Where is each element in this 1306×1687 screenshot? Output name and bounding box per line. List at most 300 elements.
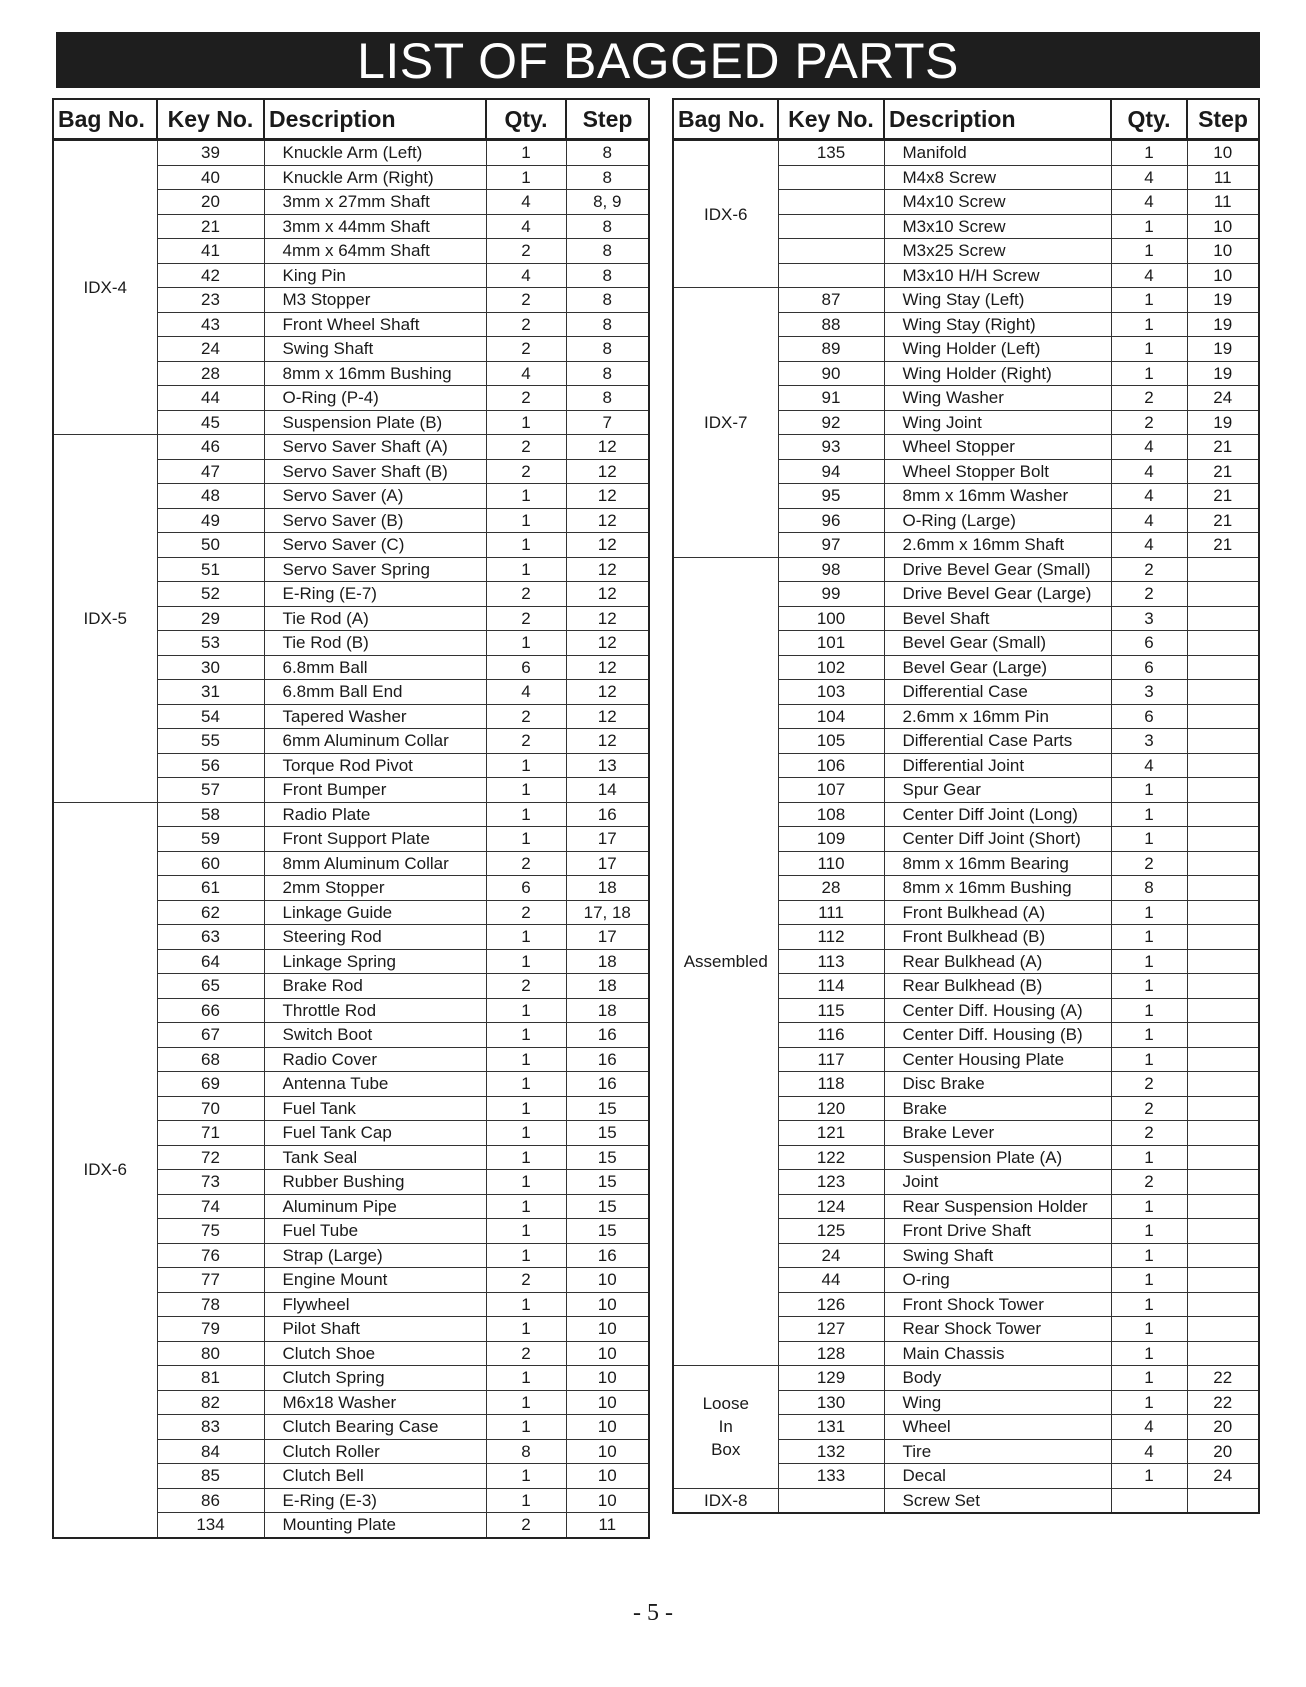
quantity-cell: 1 xyxy=(1111,1341,1187,1366)
step-cell: 12 xyxy=(566,435,649,460)
quantity-cell: 2 xyxy=(486,312,566,337)
description-cell: O-ring xyxy=(884,1268,1111,1293)
description-cell: 3mm x 27mm Shaft xyxy=(264,190,486,215)
step-cell: 15 xyxy=(566,1145,649,1170)
table-row xyxy=(673,557,1259,582)
description-cell: M4x8 Screw xyxy=(884,165,1111,190)
description-cell: Knuckle Arm (Right) xyxy=(264,165,486,190)
table-row xyxy=(673,1488,1259,1513)
step-cell: 19 xyxy=(1187,337,1259,362)
description-cell: Clutch Spring xyxy=(264,1366,486,1391)
quantity-cell: 1 xyxy=(486,1096,566,1121)
key-number-cell: 51 xyxy=(157,557,264,582)
key-number-cell: 64 xyxy=(157,949,264,974)
header-qty: Qty. xyxy=(1111,99,1187,140)
step-cell: 21 xyxy=(1187,435,1259,460)
quantity-cell: 2 xyxy=(486,386,566,411)
description-cell: Wheel xyxy=(884,1415,1111,1440)
description-cell: 6.8mm Ball xyxy=(264,655,486,680)
description-cell: M4x10 Screw xyxy=(884,190,1111,215)
quantity-cell: 4 xyxy=(1111,190,1187,215)
key-number-cell: 21 xyxy=(157,214,264,239)
key-number-cell: 135 xyxy=(778,140,884,166)
page-title: LIST OF BAGGED PARTS xyxy=(56,32,1260,88)
description-cell: Wheel Stopper Bolt xyxy=(884,459,1111,484)
quantity-cell: 1 xyxy=(486,925,566,950)
step-cell: 7 xyxy=(566,410,649,435)
quantity-cell: 2 xyxy=(1111,1121,1187,1146)
step-cell xyxy=(1187,802,1259,827)
key-number-cell: 66 xyxy=(157,998,264,1023)
step-cell: 18 xyxy=(566,974,649,999)
step-cell xyxy=(1187,1292,1259,1317)
description-cell: O-Ring (P-4) xyxy=(264,386,486,411)
quantity-cell: 1 xyxy=(486,1047,566,1072)
table-row xyxy=(53,802,649,827)
description-cell: Bevel Gear (Large) xyxy=(884,655,1111,680)
step-cell: 12 xyxy=(566,484,649,509)
description-cell: 6mm Aluminum Collar xyxy=(264,729,486,754)
description-cell: Wheel Stopper xyxy=(884,435,1111,460)
description-cell: M6x18 Washer xyxy=(264,1390,486,1415)
key-number-cell xyxy=(778,214,884,239)
key-number-cell: 92 xyxy=(778,410,884,435)
step-cell xyxy=(1187,1121,1259,1146)
step-cell: 8 xyxy=(566,140,649,166)
step-cell: 8 xyxy=(566,214,649,239)
step-cell: 17 xyxy=(566,827,649,852)
key-number-cell: 70 xyxy=(157,1096,264,1121)
key-number-cell: 54 xyxy=(157,704,264,729)
description-cell: Wing Holder (Right) xyxy=(884,361,1111,386)
quantity-cell: 1 xyxy=(486,778,566,803)
description-cell: Clutch Bearing Case xyxy=(264,1415,486,1440)
step-cell: 19 xyxy=(1187,288,1259,313)
step-cell: 10 xyxy=(566,1341,649,1366)
quantity-cell: 1 xyxy=(1111,1219,1187,1244)
step-cell: 10 xyxy=(1187,214,1259,239)
description-cell: Servo Saver Shaft (B) xyxy=(264,459,486,484)
description-cell: King Pin xyxy=(264,263,486,288)
key-number-cell: 28 xyxy=(157,361,264,386)
description-cell: Servo Saver Shaft (A) xyxy=(264,435,486,460)
description-cell: Manifold xyxy=(884,140,1111,166)
description-cell: Switch Boot xyxy=(264,1023,486,1048)
quantity-cell: 1 xyxy=(1111,239,1187,264)
key-number-cell: 116 xyxy=(778,1023,884,1048)
quantity-cell: 4 xyxy=(1111,459,1187,484)
quantity-cell: 1 xyxy=(486,557,566,582)
step-cell: 10 xyxy=(1187,140,1259,166)
key-number-cell: 29 xyxy=(157,606,264,631)
quantity-cell: 2 xyxy=(486,239,566,264)
description-cell: Front Drive Shaft xyxy=(884,1219,1111,1244)
quantity-cell: 1 xyxy=(486,1488,566,1513)
step-cell: 15 xyxy=(566,1096,649,1121)
quantity-cell: 6 xyxy=(486,655,566,680)
key-number-cell: 123 xyxy=(778,1170,884,1195)
header-description: Description xyxy=(264,99,486,140)
quantity-cell: 2 xyxy=(486,288,566,313)
description-cell: Clutch Shoe xyxy=(264,1341,486,1366)
key-number-cell: 106 xyxy=(778,753,884,778)
step-cell xyxy=(1187,1170,1259,1195)
description-cell: Front Support Plate xyxy=(264,827,486,852)
key-number-cell: 67 xyxy=(157,1023,264,1048)
key-number-cell: 90 xyxy=(778,361,884,386)
quantity-cell: 2 xyxy=(486,729,566,754)
key-number-cell: 107 xyxy=(778,778,884,803)
quantity-cell: 1 xyxy=(1111,827,1187,852)
step-cell: 8 xyxy=(566,288,649,313)
step-cell: 15 xyxy=(566,1219,649,1244)
bag-number-cell: Assembled xyxy=(673,557,778,1366)
step-cell xyxy=(1187,1194,1259,1219)
description-cell: Decal xyxy=(884,1464,1111,1489)
header-key-no: Key No. xyxy=(778,99,884,140)
step-cell xyxy=(1187,606,1259,631)
key-number-cell: 44 xyxy=(778,1268,884,1293)
key-number-cell: 103 xyxy=(778,680,884,705)
description-cell: M3 Stopper xyxy=(264,288,486,313)
description-cell: Servo Saver (B) xyxy=(264,508,486,533)
description-cell: Radio Cover xyxy=(264,1047,486,1072)
step-cell: 8 xyxy=(566,312,649,337)
description-cell: Front Shock Tower xyxy=(884,1292,1111,1317)
step-cell: 17 xyxy=(566,925,649,950)
description-cell: 8mm x 16mm Bearing xyxy=(884,851,1111,876)
key-number-cell: 86 xyxy=(157,1488,264,1513)
quantity-cell: 3 xyxy=(1111,729,1187,754)
description-cell: Wing Joint xyxy=(884,410,1111,435)
key-number-cell: 73 xyxy=(157,1170,264,1195)
step-cell: 10 xyxy=(566,1292,649,1317)
description-cell: Rubber Bushing xyxy=(264,1170,486,1195)
table-header-row xyxy=(673,99,1259,140)
key-number-cell: 40 xyxy=(157,165,264,190)
description-cell: Fuel Tank xyxy=(264,1096,486,1121)
key-number-cell xyxy=(778,263,884,288)
key-number-cell xyxy=(778,190,884,215)
step-cell: 12 xyxy=(566,729,649,754)
parts-table-body xyxy=(53,140,649,1538)
description-cell: 8mm x 16mm Bushing xyxy=(264,361,486,386)
key-number-cell: 120 xyxy=(778,1096,884,1121)
quantity-cell: 1 xyxy=(1111,1366,1187,1391)
key-number-cell: 24 xyxy=(778,1243,884,1268)
step-cell: 10 xyxy=(566,1415,649,1440)
quantity-cell: 1 xyxy=(1111,900,1187,925)
description-cell: Linkage Guide xyxy=(264,900,486,925)
step-cell xyxy=(1187,631,1259,656)
description-cell: Rear Bulkhead (B) xyxy=(884,974,1111,999)
bag-number-line: Loose xyxy=(702,1394,749,1414)
description-cell: Drive Bevel Gear (Small) xyxy=(884,557,1111,582)
quantity-cell: 4 xyxy=(1111,165,1187,190)
header-step: Step xyxy=(1187,99,1259,140)
key-number-cell: 117 xyxy=(778,1047,884,1072)
step-cell: 8 xyxy=(566,239,649,264)
quantity-cell: 1 xyxy=(486,484,566,509)
page-number: - 5 - xyxy=(633,1600,673,1626)
key-number-cell: 87 xyxy=(778,288,884,313)
step-cell xyxy=(1187,1488,1259,1513)
quantity-cell: 2 xyxy=(486,900,566,925)
step-cell: 17 xyxy=(566,851,649,876)
quantity-cell: 1 xyxy=(1111,288,1187,313)
key-number-cell: 43 xyxy=(157,312,264,337)
quantity-cell: 4 xyxy=(486,214,566,239)
description-cell: Front Bulkhead (A) xyxy=(884,900,1111,925)
step-cell: 10 xyxy=(1187,263,1259,288)
bag-number-cell: IDX-7 xyxy=(673,288,778,558)
quantity-cell: 2 xyxy=(1111,1096,1187,1121)
key-number-cell: 101 xyxy=(778,631,884,656)
description-cell: Mounting Plate xyxy=(264,1513,486,1538)
description-cell: Rear Suspension Holder xyxy=(884,1194,1111,1219)
description-cell: Bevel Shaft xyxy=(884,606,1111,631)
key-number-cell: 114 xyxy=(778,974,884,999)
key-number-cell: 72 xyxy=(157,1145,264,1170)
step-cell: 15 xyxy=(566,1194,649,1219)
table-row xyxy=(673,1366,1259,1391)
key-number-cell: 39 xyxy=(157,140,264,166)
header-step: Step xyxy=(566,99,649,140)
step-cell: 21 xyxy=(1187,459,1259,484)
description-cell: Wing xyxy=(884,1390,1111,1415)
quantity-cell: 2 xyxy=(1111,1072,1187,1097)
key-number-cell: 98 xyxy=(778,557,884,582)
key-number-cell: 97 xyxy=(778,533,884,558)
key-number-cell: 124 xyxy=(778,1194,884,1219)
description-cell: Knuckle Arm (Left) xyxy=(264,140,486,166)
description-cell: Suspension Plate (B) xyxy=(264,410,486,435)
step-cell xyxy=(1187,851,1259,876)
quantity-cell: 2 xyxy=(486,851,566,876)
description-cell: Throttle Rod xyxy=(264,998,486,1023)
key-number-cell xyxy=(778,165,884,190)
description-cell: Engine Mount xyxy=(264,1268,486,1293)
quantity-cell: 1 xyxy=(1111,337,1187,362)
description-cell: Brake Rod xyxy=(264,974,486,999)
key-number-cell: 91 xyxy=(778,386,884,411)
description-cell: Rear Shock Tower xyxy=(884,1317,1111,1342)
key-number-cell: 81 xyxy=(157,1366,264,1391)
step-cell xyxy=(1187,1145,1259,1170)
parts-table-left xyxy=(52,98,650,1539)
step-cell: 16 xyxy=(566,1243,649,1268)
quantity-cell: 1 xyxy=(486,1170,566,1195)
description-cell: Center Diff Joint (Long) xyxy=(884,802,1111,827)
step-cell: 24 xyxy=(1187,386,1259,411)
header-bag-no: Bag No. xyxy=(673,99,778,140)
step-cell: 12 xyxy=(566,704,649,729)
description-cell: 2.6mm x 16mm Shaft xyxy=(884,533,1111,558)
description-cell: Front Wheel Shaft xyxy=(264,312,486,337)
quantity-cell: 1 xyxy=(486,753,566,778)
key-number-cell: 50 xyxy=(157,533,264,558)
quantity-cell: 1 xyxy=(1111,1243,1187,1268)
description-cell: M3x25 Screw xyxy=(884,239,1111,264)
description-cell: 2.6mm x 16mm Pin xyxy=(884,704,1111,729)
quantity-cell: 2 xyxy=(486,459,566,484)
key-number-cell: 134 xyxy=(157,1513,264,1538)
quantity-cell: 1 xyxy=(486,508,566,533)
step-cell xyxy=(1187,925,1259,950)
bag-number-cell: IDX-4 xyxy=(53,140,157,435)
step-cell xyxy=(1187,1072,1259,1097)
key-number-cell: 126 xyxy=(778,1292,884,1317)
description-cell: Center Diff. Housing (B) xyxy=(884,1023,1111,1048)
quantity-cell: 2 xyxy=(486,1341,566,1366)
description-cell: Spur Gear xyxy=(884,778,1111,803)
quantity-cell: 2 xyxy=(486,1268,566,1293)
step-cell: 11 xyxy=(1187,190,1259,215)
description-cell: Disc Brake xyxy=(884,1072,1111,1097)
quantity-cell xyxy=(1111,1488,1187,1513)
step-cell: 18 xyxy=(566,876,649,901)
description-cell: Brake xyxy=(884,1096,1111,1121)
key-number-cell: 95 xyxy=(778,484,884,509)
key-number-cell: 47 xyxy=(157,459,264,484)
step-cell: 20 xyxy=(1187,1439,1259,1464)
quantity-cell: 4 xyxy=(486,680,566,705)
quantity-cell: 1 xyxy=(486,1366,566,1391)
step-cell: 21 xyxy=(1187,508,1259,533)
step-cell: 10 xyxy=(566,1268,649,1293)
key-number-cell: 129 xyxy=(778,1366,884,1391)
step-cell: 16 xyxy=(566,1072,649,1097)
quantity-cell: 1 xyxy=(1111,1047,1187,1072)
step-cell: 8 xyxy=(566,337,649,362)
description-cell: Differential Case Parts xyxy=(884,729,1111,754)
step-cell xyxy=(1187,729,1259,754)
key-number-cell: 63 xyxy=(157,925,264,950)
step-cell: 19 xyxy=(1187,410,1259,435)
description-cell: Differential Case xyxy=(884,680,1111,705)
bag-number-cell: IDX-5 xyxy=(53,435,157,803)
quantity-cell: 1 xyxy=(486,1023,566,1048)
key-number-cell: 131 xyxy=(778,1415,884,1440)
quantity-cell: 6 xyxy=(1111,631,1187,656)
step-cell: 10 xyxy=(566,1439,649,1464)
step-cell: 12 xyxy=(566,606,649,631)
key-number-cell: 49 xyxy=(157,508,264,533)
quantity-cell: 8 xyxy=(1111,876,1187,901)
step-cell xyxy=(1187,1268,1259,1293)
step-cell xyxy=(1187,557,1259,582)
description-cell: E-Ring (E-3) xyxy=(264,1488,486,1513)
description-cell: Suspension Plate (A) xyxy=(884,1145,1111,1170)
key-number-cell: 89 xyxy=(778,337,884,362)
step-cell xyxy=(1187,998,1259,1023)
key-number-cell: 122 xyxy=(778,1145,884,1170)
key-number-cell: 77 xyxy=(157,1268,264,1293)
step-cell xyxy=(1187,974,1259,999)
step-cell: 8 xyxy=(566,361,649,386)
description-cell: Fuel Tube xyxy=(264,1219,486,1244)
description-cell: 2mm Stopper xyxy=(264,876,486,901)
description-cell: Tire xyxy=(884,1439,1111,1464)
description-cell: Center Diff Joint (Short) xyxy=(884,827,1111,852)
key-number-cell: 65 xyxy=(157,974,264,999)
description-cell: Wing Washer xyxy=(884,386,1111,411)
quantity-cell: 2 xyxy=(486,435,566,460)
header-bag-no: Bag No. xyxy=(53,99,157,140)
step-cell: 15 xyxy=(566,1121,649,1146)
step-cell: 8 xyxy=(566,386,649,411)
step-cell xyxy=(1187,680,1259,705)
key-number-cell xyxy=(778,1488,884,1513)
table-row xyxy=(53,140,649,166)
step-cell xyxy=(1187,704,1259,729)
quantity-cell: 4 xyxy=(1111,484,1187,509)
key-number-cell: 30 xyxy=(157,655,264,680)
key-number-cell: 125 xyxy=(778,1219,884,1244)
step-cell: 12 xyxy=(566,631,649,656)
step-cell xyxy=(1187,900,1259,925)
quantity-cell: 1 xyxy=(486,1390,566,1415)
description-cell: Differential Joint xyxy=(884,753,1111,778)
step-cell: 11 xyxy=(1187,165,1259,190)
key-number-cell: 42 xyxy=(157,263,264,288)
key-number-cell: 130 xyxy=(778,1390,884,1415)
key-number-cell: 78 xyxy=(157,1292,264,1317)
description-cell: Front Bumper xyxy=(264,778,486,803)
description-cell: Servo Saver (A) xyxy=(264,484,486,509)
description-cell: Rear Bulkhead (A) xyxy=(884,949,1111,974)
key-number-cell: 74 xyxy=(157,1194,264,1219)
key-number-cell: 24 xyxy=(157,337,264,362)
step-cell: 11 xyxy=(566,1513,649,1538)
description-cell: Wing Holder (Left) xyxy=(884,337,1111,362)
step-cell: 10 xyxy=(566,1464,649,1489)
key-number-cell: 76 xyxy=(157,1243,264,1268)
description-cell: O-Ring (Large) xyxy=(884,508,1111,533)
quantity-cell: 1 xyxy=(486,1317,566,1342)
step-cell: 8 xyxy=(566,263,649,288)
key-number-cell: 56 xyxy=(157,753,264,778)
quantity-cell: 2 xyxy=(486,974,566,999)
quantity-cell: 4 xyxy=(1111,533,1187,558)
quantity-cell: 4 xyxy=(486,361,566,386)
quantity-cell: 2 xyxy=(1111,410,1187,435)
step-cell: 16 xyxy=(566,1023,649,1048)
quantity-cell: 2 xyxy=(486,606,566,631)
key-number-cell: 132 xyxy=(778,1439,884,1464)
key-number-cell: 44 xyxy=(157,386,264,411)
description-cell: Tie Rod (B) xyxy=(264,631,486,656)
quantity-cell: 2 xyxy=(486,1513,566,1538)
step-cell: 16 xyxy=(566,1047,649,1072)
quantity-cell: 1 xyxy=(486,140,566,166)
key-number-cell: 128 xyxy=(778,1341,884,1366)
description-cell: M3x10 Screw xyxy=(884,214,1111,239)
description-cell: 3mm x 44mm Shaft xyxy=(264,214,486,239)
key-number-cell: 31 xyxy=(157,680,264,705)
quantity-cell: 1 xyxy=(486,1072,566,1097)
description-cell: Wing Stay (Left) xyxy=(884,288,1111,313)
description-cell: Strap (Large) xyxy=(264,1243,486,1268)
step-cell: 18 xyxy=(566,949,649,974)
table-row xyxy=(53,435,649,460)
step-cell xyxy=(1187,582,1259,607)
description-cell: Flywheel xyxy=(264,1292,486,1317)
quantity-cell: 1 xyxy=(486,949,566,974)
header-description: Description xyxy=(884,99,1111,140)
description-cell: Body xyxy=(884,1366,1111,1391)
bag-number-line: Box xyxy=(711,1440,741,1460)
